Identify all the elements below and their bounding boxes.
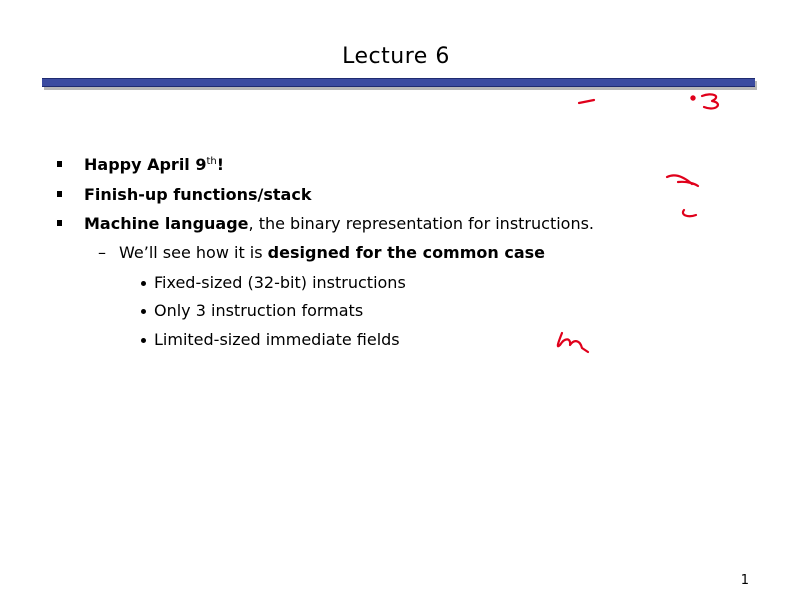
bullet-happy-april-end: ! bbox=[216, 155, 225, 174]
sub-sub-bullet-immediate: Limited-sized immediate fields bbox=[154, 330, 400, 349]
sub-sub-bullet-fixed-sized: Fixed-sized (32-bit) instructions bbox=[154, 273, 406, 292]
ink-three-mark-icon bbox=[702, 94, 718, 108]
slide-title: Lecture 6 bbox=[342, 44, 450, 69]
ink-dash-mark-icon bbox=[579, 100, 594, 103]
ink-two-mark-icon bbox=[667, 175, 698, 186]
ink-hook-mark-icon bbox=[683, 210, 696, 216]
bullet-machine-language-text: , the binary representation for instructions. bbox=[248, 214, 595, 233]
sub-sub-bullet-formats: Only 3 instruction formats bbox=[154, 301, 364, 320]
page-number: 1 bbox=[740, 573, 749, 588]
ink-squiggle-mark-icon bbox=[558, 333, 588, 352]
bullet-finish-up-text: Finish-up functions/stack bbox=[84, 185, 312, 204]
sub-bullet-bold: designed for the common case bbox=[267, 243, 546, 262]
dash-bullet-icon: – bbox=[98, 243, 106, 262]
bullet-machine-language-bold: Machine language bbox=[84, 214, 249, 233]
bullet-happy-april-sup: th bbox=[206, 156, 217, 167]
ink-dot-mark-icon bbox=[691, 96, 694, 99]
sub-bullet-text: We’ll see how it is bbox=[119, 243, 268, 262]
bullet-happy-april-text: Happy April 9 bbox=[84, 155, 207, 174]
